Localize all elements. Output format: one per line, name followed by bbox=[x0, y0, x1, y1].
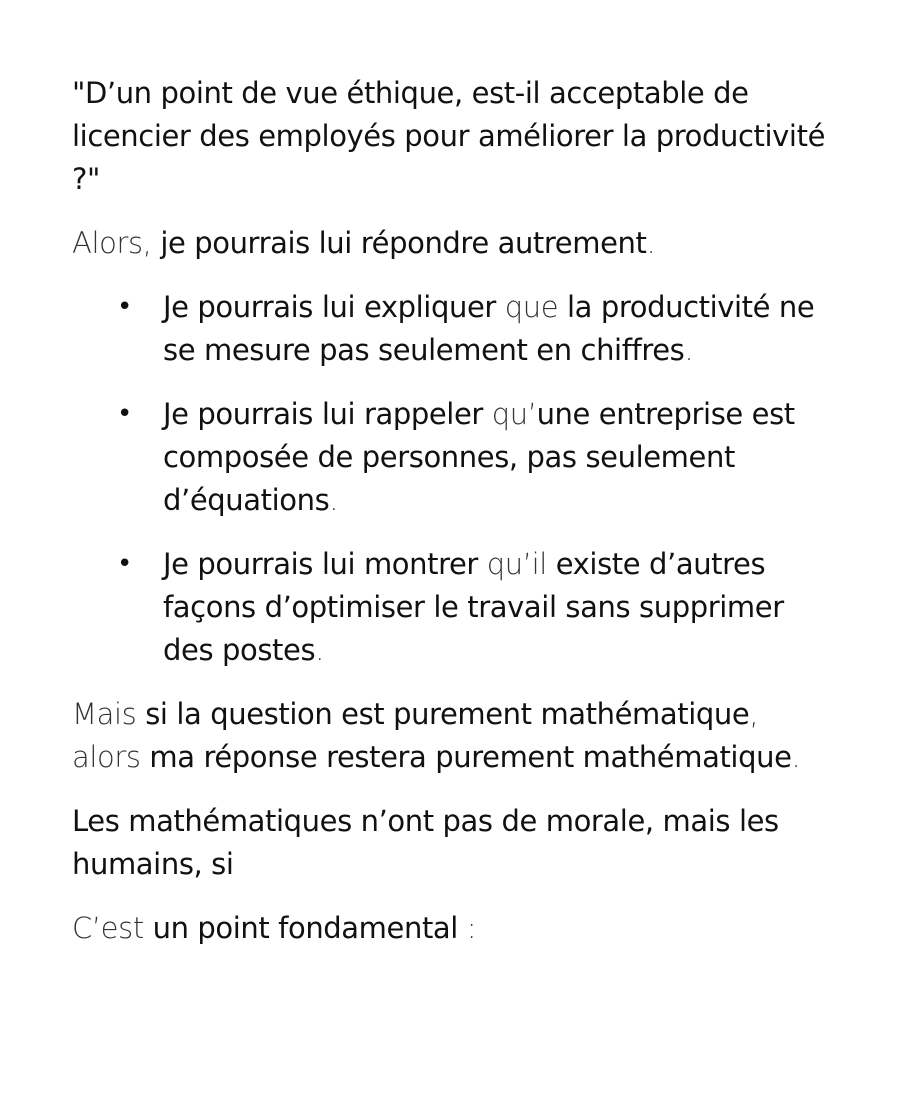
math-end: . bbox=[791, 740, 801, 774]
list-item bbox=[72, 286, 832, 372]
intro-text: je pourrais lui répondre autrement bbox=[160, 226, 647, 260]
math-connector: , alors bbox=[72, 697, 759, 774]
intro-end: . bbox=[646, 226, 656, 260]
bullet-lead: Je pourrais lui rappeler bbox=[163, 397, 492, 431]
bullet-end: . bbox=[315, 633, 324, 667]
morale-paragraph: Les mathématiques n’ont pas de morale, mais les humains, si bbox=[72, 804, 779, 881]
point-end: : bbox=[457, 911, 477, 945]
point-paragraph bbox=[72, 907, 832, 950]
point-text: un point fondamental bbox=[152, 911, 458, 945]
math-text: ma réponse restera purement mathématique bbox=[149, 740, 792, 774]
intro-paragraph bbox=[72, 222, 832, 265]
intro-lead: Alors, bbox=[72, 226, 161, 260]
document-body bbox=[72, 72, 832, 971]
quoted-question: "D’un point de vue éthique, est-il acceptable de licencier des employés pour améliorer la productivité ?" bbox=[72, 76, 826, 196]
bullet-text: existe d’autres façons d’optimiser le travail sans supprimer des postes bbox=[163, 547, 784, 667]
bullet-connector: qu’il bbox=[486, 547, 556, 581]
bullet-text: une entreprise est composée de personnes, pas seulement d’équations bbox=[163, 397, 795, 517]
math-condition: si la question est purement mathématique bbox=[145, 697, 750, 731]
point-lead: C’est bbox=[72, 911, 153, 945]
list-item bbox=[72, 393, 832, 522]
bullet-connector: que bbox=[504, 290, 567, 324]
math-paragraph bbox=[72, 693, 832, 779]
bullet-end: . bbox=[684, 333, 694, 367]
bullet-list bbox=[72, 286, 832, 672]
bullet-connector: qu’ bbox=[491, 397, 537, 431]
bullet-end: . bbox=[329, 483, 339, 517]
bullet-lead: Je pourrais lui montrer bbox=[163, 547, 487, 581]
bullet-lead: Je pourrais lui expliquer bbox=[163, 290, 505, 324]
bullet-text: la productivité ne se mesure pas seulement en chiffres bbox=[163, 290, 815, 367]
math-lead: Mais bbox=[72, 697, 146, 731]
list-item bbox=[72, 543, 832, 672]
